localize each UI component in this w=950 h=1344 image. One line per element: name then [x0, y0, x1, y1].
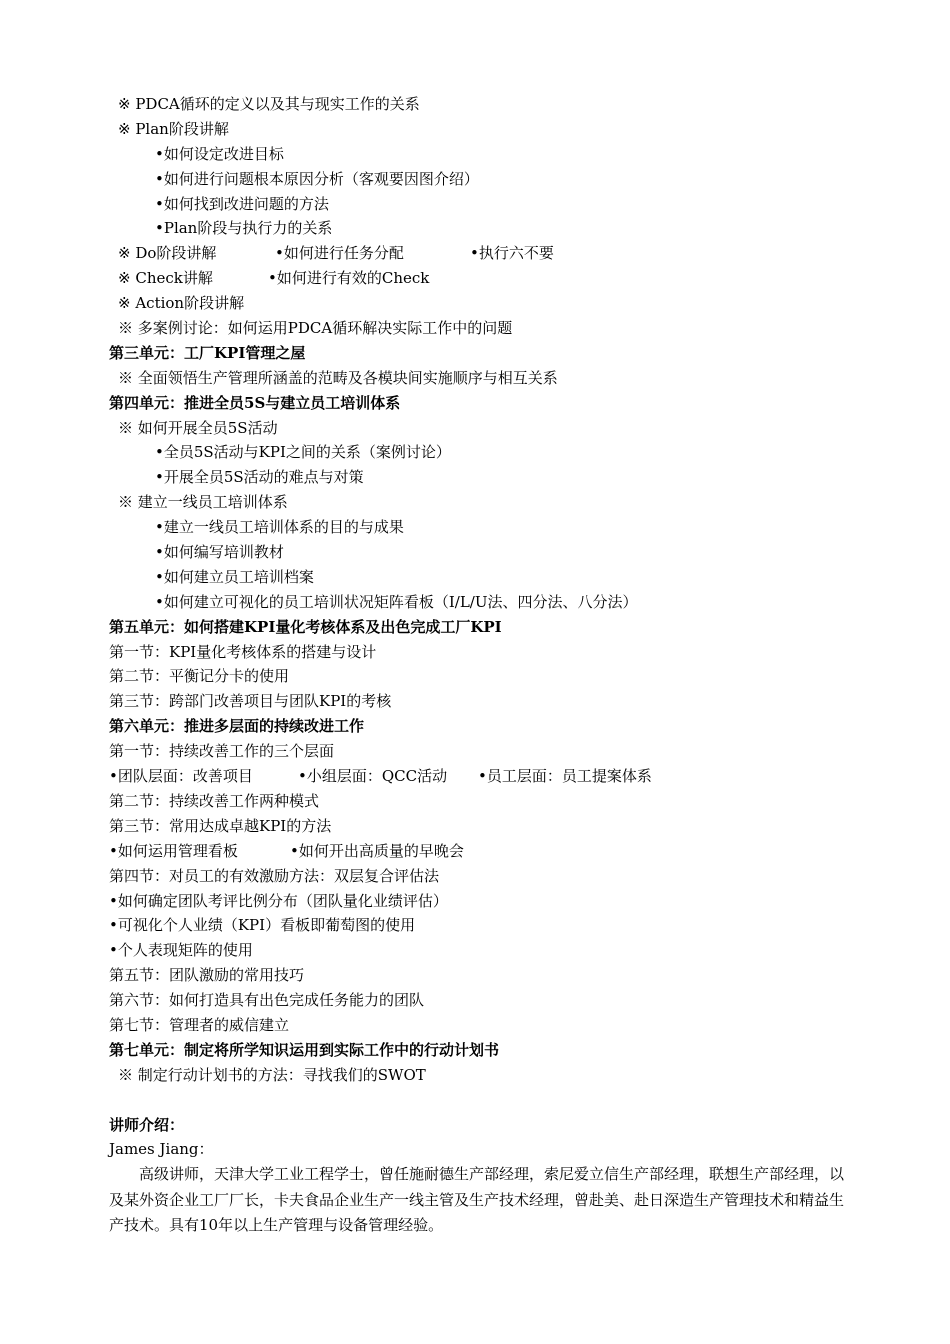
bullet-item: [0, 216, 950, 241]
line-text: ※ 全面领悟生产管理所涵盖的范畴及各模块间实施顺序与相互关系: [118, 368, 558, 387]
line-text: ※ 如何开展全员5S活动: [118, 418, 278, 437]
outline-line: [0, 266, 950, 291]
line-text: •如何确定团队考评比例分布（团队量化业绩评估）: [109, 891, 448, 910]
line-text: •全员5S活动与KPI之间的关系（案例讨论）: [155, 443, 451, 462]
outline-line: [0, 913, 950, 938]
line-text: ※ 制定行动计划书的方法：寻找我们的SWOT: [118, 1065, 426, 1084]
line-text: •如何找到改进问题的方法: [155, 194, 329, 213]
outline-line: [0, 739, 950, 764]
line-text: 第三节：跨部门改善项目与团队KPI的考核: [109, 692, 392, 711]
instructor-heading: 讲师介绍：: [109, 1115, 185, 1134]
line-text: •如何运用管理看板: [109, 841, 238, 860]
line-text: ※ PDCA循环的定义以及其与现实工作的关系: [118, 95, 420, 113]
line-text: 第一节：持续改善工作的三个层面: [109, 742, 335, 761]
inline-bullet: •员工层面：员工提案体系: [478, 767, 652, 786]
line-text: ※ Check讲解: [118, 269, 213, 288]
outline-line: [0, 92, 950, 117]
line-text: ※ Do阶段讲解: [118, 244, 217, 263]
line-text: ※ Plan阶段讲解: [118, 119, 229, 138]
line-text: 第一节：KPI量化考核体系的搭建与设计: [109, 642, 377, 661]
bullet-item: [0, 167, 950, 192]
outline-line: [0, 963, 950, 988]
outline-line: [0, 664, 950, 689]
line-text: 第六单元：推进多层面的持续改进工作: [109, 717, 365, 736]
outline-line: [0, 689, 950, 714]
outline-line: [0, 988, 950, 1013]
section-heading: [0, 714, 950, 739]
outline-line: [0, 889, 950, 914]
outline-line: [0, 814, 950, 839]
line-text: •Plan阶段与执行力的关系: [155, 219, 333, 238]
outline-line: [0, 864, 950, 889]
line-text: 第七单元：制定将所学知识运用到实际工作中的行动计划书: [109, 1040, 500, 1059]
outline-line: [0, 490, 950, 515]
outline-line: [0, 640, 950, 665]
line-text: 第五节：团队激励的常用技巧: [109, 966, 305, 985]
bullet-item: [0, 142, 950, 167]
outline-line: [0, 1063, 950, 1088]
bullet-item: [0, 192, 950, 217]
line-text: 第四节：对员工的有效激励方法：双层复合评估法: [109, 866, 440, 885]
line-text: 第二节：平衡记分卡的使用: [109, 667, 290, 686]
outline-line: [0, 366, 950, 391]
inline-bullet: •如何开出高质量的早晚会: [290, 841, 464, 860]
outline-line: [0, 1013, 950, 1038]
line-text: •如何编写培训教材: [155, 543, 284, 562]
outline-line: [0, 316, 950, 341]
document-body: [0, 92, 950, 1238]
line-text: 第二节：持续改善工作两种模式: [109, 791, 320, 810]
line-text: •建立一线员工培训体系的目的与成果: [155, 518, 404, 537]
outline-line: [0, 291, 950, 316]
bullet-item: [0, 465, 950, 490]
line-text: •开展全员5S活动的难点与对策: [155, 468, 364, 487]
bullet-item: [0, 565, 950, 590]
line-text: 第七节：管理者的威信建立: [109, 1015, 290, 1034]
outline-line: [0, 241, 950, 266]
line-text: •团队层面：改善项目: [109, 767, 253, 786]
inline-bullet: •执行六不要: [470, 244, 554, 263]
outline-line: [0, 117, 950, 142]
line-text: 第四单元：推进全员5S与建立员工培训体系: [109, 393, 401, 412]
instructor-name: James Jiang：: [109, 1140, 214, 1159]
section-heading: [0, 391, 950, 416]
line-text: 第五单元：如何搭建KPI量化考核体系及出色完成工厂KPI: [109, 617, 502, 636]
outline-line: [0, 938, 950, 963]
line-text: ※ 建立一线员工培训体系: [118, 493, 288, 512]
bullet-item: [0, 590, 950, 615]
line-text: •如何进行问题根本原因分析（客观要因图介绍）: [155, 169, 479, 188]
outline-line: [0, 416, 950, 441]
section-heading: [0, 1038, 950, 1063]
inline-bullet: •如何进行任务分配: [275, 244, 404, 263]
line-text: ※ 多案例讨论：如何运用PDCA循环解决实际工作中的问题: [118, 319, 513, 338]
line-text: •个人表现矩阵的使用: [109, 941, 253, 960]
inline-bullet: •小组层面：QCC活动: [298, 767, 448, 786]
outline-line: [0, 789, 950, 814]
bullet-item: [0, 440, 950, 465]
line-text: •如何设定改进目标: [155, 144, 284, 163]
section-heading: [0, 615, 950, 640]
section-heading: [0, 341, 950, 366]
bullet-item: [0, 540, 950, 565]
line-text: 第三节：常用达成卓越KPI的方法: [109, 816, 332, 835]
line-text: ※ Action阶段讲解: [118, 294, 245, 313]
course-outline: [0, 92, 950, 1088]
instructor-bio: 高级讲师，天津大学工业工程学士，曾任施耐德生产部经理，索尼爱立信生产部经理，联想生产部经理，以及某外资企业工厂厂长，卡夫食品企业生产一线主管及生产技术经理，曾赴美、赴日深造生产管理技术和精益生产技术。具有10年以上生产管理与设备管理经验。: [109, 1165, 845, 1234]
outline-line: [0, 764, 950, 789]
outline-line: [0, 839, 950, 864]
line-text: 第三单元：工厂KPI管理之屋: [109, 343, 306, 362]
line-text: •如何建立员工培训档案: [155, 567, 314, 586]
bullet-item: [0, 515, 950, 540]
inline-bullet: •如何进行有效的Check: [268, 269, 430, 288]
line-text: 第六节：如何打造具有出色完成任务能力的团队: [109, 991, 425, 1010]
line-text: •可视化个人业绩（KPI）看板即葡萄图的使用: [109, 916, 416, 935]
line-text: •如何建立可视化的员工培训状况矩阵看板（I/L/U法、四分法、八分法）: [155, 592, 638, 611]
